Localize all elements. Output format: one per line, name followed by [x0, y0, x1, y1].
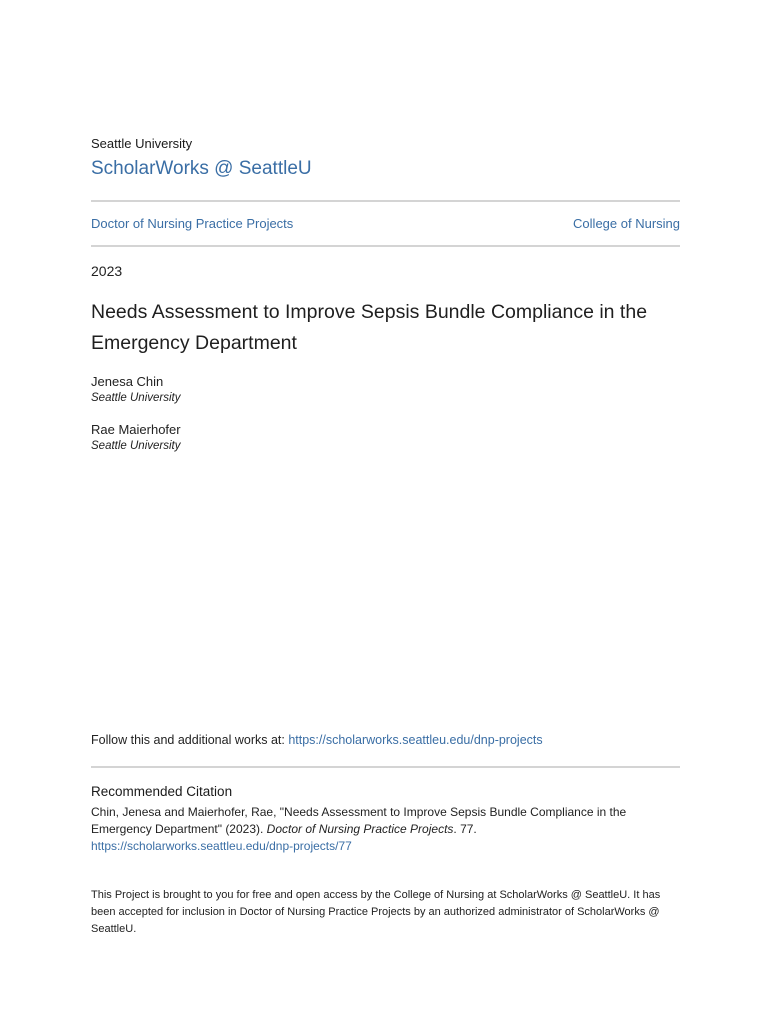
document-title: Needs Assessment to Improve Sepsis Bundle Compliance in the Emergency Department — [91, 301, 648, 354]
publication-year: 2023 — [91, 263, 123, 279]
repository-link[interactable]: ScholarWorks @ SeattleU — [91, 158, 312, 179]
divider-bottom — [91, 766, 680, 768]
author-affiliation: Seattle University — [91, 392, 181, 404]
access-notice: This Project is brought to you for free and open access by the College of Nursing at ScholarWorks @ SeattleU. It has been accepted for inclusion in Doctor of Nursing Practice Projects by an authorized administrator of ScholarWorks @ SeattleU. — [91, 889, 661, 935]
series-link[interactable]: Doctor of Nursing Practice Projects — [91, 216, 294, 231]
citation-url-link[interactable]: https://scholarworks.seattleu.edu/dnp-projects/77 — [91, 839, 352, 853]
divider-top — [91, 200, 680, 202]
divider-middle — [91, 245, 680, 247]
citation-issue: . 77. — [453, 822, 477, 836]
author-name: Rae Maierhofer — [91, 422, 181, 437]
citation-heading: Recommended Citation — [91, 784, 233, 799]
cover-page — [91, 0, 680, 1024]
institution-name: Seattle University — [91, 136, 193, 151]
citation-text — [91, 804, 680, 855]
college-link[interactable]: College of Nursing — [573, 216, 680, 231]
citation-journal: Doctor of Nursing Practice Projects — [266, 822, 454, 836]
author-entry — [91, 373, 180, 406]
author-name: Jenesa Chin — [91, 374, 164, 389]
follow-url-link[interactable]: https://scholarworks.seattleu.edu/dnp-projects — [288, 733, 543, 747]
follow-line — [91, 733, 543, 747]
citation-body: Chin, Jenesa and Maierhofer, Rae, "Needs Assessment to Improve Sepsis Bundle Compliance in the Emergency Department" (2023). — [91, 805, 627, 836]
follow-label: Follow this and additional works at: — [91, 733, 289, 747]
author-entry — [91, 421, 181, 454]
author-affiliation: Seattle University — [91, 440, 181, 452]
